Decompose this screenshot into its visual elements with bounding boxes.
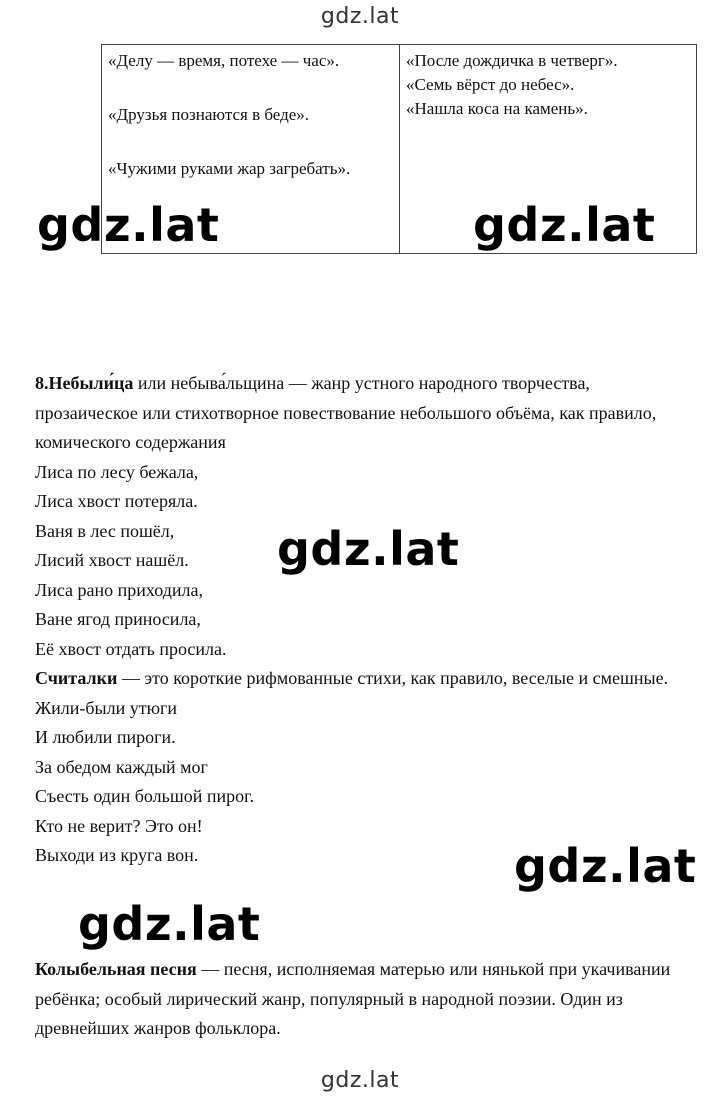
watermark-top: gdz.lat [320,4,400,29]
poem-line: Лиса по лесу бежала, [35,461,199,482]
poem-line: Кто не верит? Это он! [35,815,203,836]
definition-paragraph [35,369,695,458]
definition-paragraph [35,955,695,1044]
section-lullaby [35,955,695,1044]
poem-line: Ване ягод приносила, [35,609,201,629]
watermark-big: gdz.lat [78,897,261,951]
table-cell: «Нашла коса на камень». [406,99,588,118]
poem-line: Лисий хвост нашёл. [35,550,189,570]
watermark-big: gdz.lat [514,839,697,893]
term: Считалки [35,668,118,688]
table-cell: «Семь вёрст до небес». [406,75,575,94]
section-nebylitsa [35,369,695,871]
poem-line: Лиса хвост потеряла. [35,491,198,511]
watermark-big: gdz.lat [277,522,460,576]
watermark-big: gdz.lat [37,198,220,252]
poem-line: Её хвост отдать просила. [35,638,227,659]
poem-line: Съесть один большой пирог. [35,786,254,806]
poem-line: И любили пироги. [35,727,176,747]
table-cell: «После дождичка в четверг». [406,51,618,70]
watermark-bottom: gdz.lat [320,1068,400,1093]
poem-line: Выходи из круга вон. [35,845,199,865]
table-cell: «Чужими руками жар загребать». [108,159,351,178]
poem-line: За обедом каждый мог [35,756,208,777]
definition-paragraph [35,664,695,694]
poem-line: Ваня в лес пошёл, [35,520,175,541]
definition-text: или небыва́льщина — жанр устного народного творчества, прозаическое или стихотворное повествование небольшого объёма, как правило, комического содержания [35,373,657,452]
term: Колыбельная песня [35,959,197,979]
term: 8.Небыли́ца [35,373,134,393]
watermark-big: gdz.lat [473,198,656,252]
table-cell: «Делу — время, потехе — час». [108,51,340,70]
table-cell: «Друзья познаются в беде». [108,105,310,124]
poem-line: Жили-были утюги [35,697,178,718]
definition-text: — песня, исполняемая матерью или нянькой при укачивании ребёнка; особый лирический жанр, популярный в народной поэзии. Один из древнейших жанров фольклора. [35,959,671,1038]
poem-line: Лиса рано приходила, [35,579,203,600]
definition-text: — это короткие рифмованные стихи, как правило, веселые и смешные. [117,668,669,688]
